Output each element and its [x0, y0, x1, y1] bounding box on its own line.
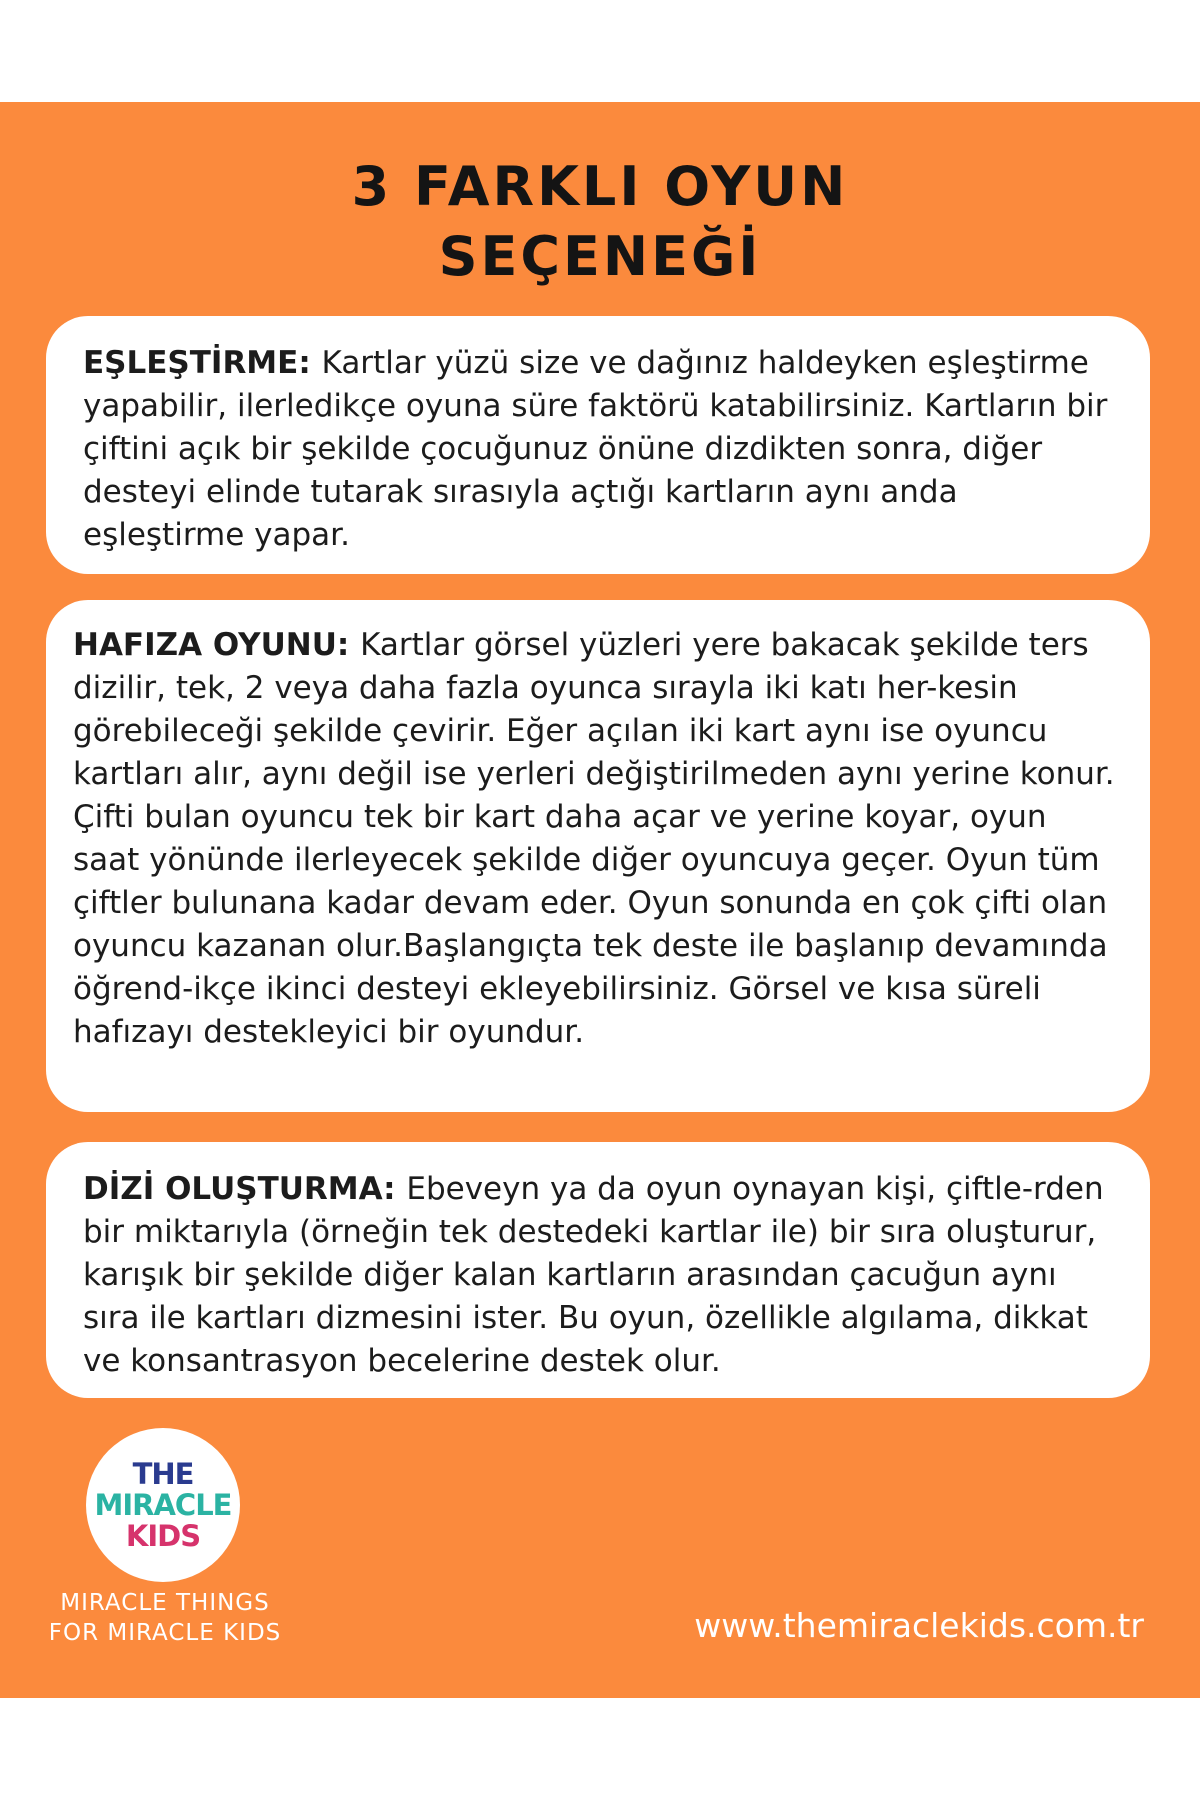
logo-text-kids: KIDS [125, 1518, 201, 1553]
section-card-memory-game [46, 600, 1150, 1112]
logo-text-the: THE [132, 1456, 194, 1491]
website-link[interactable]: www.themiraclekids.com.tr [694, 1606, 1144, 1645]
section-text: Kartlar yüzü size ve dağınız haldeyken eşleştirme yapabilir, ilerledikçe oyuna süre faktörü katabilirsiniz. Kartların bir çiftini açık bir şekilde çocuğunuz önüne dizdikten sonra, diğer desteyi elinde tutarak sırasıyla açtığı kartların aynı anda eşleştirme yapar. [83, 345, 1108, 553]
section-heading: HAFIZA OYUNU: [73, 627, 361, 663]
tagline-line-2: FOR MIRACLE KIDS [48, 1620, 282, 1646]
tagline-line-1: MIRACLE THINGS [60, 1590, 270, 1616]
title-line-2: SEÇENEĞİ [438, 225, 762, 288]
section-text: Kartlar görsel yüzleri yere bakacak şekilde ters dizilir, tek, 2 veya daha fazla oyunca sırayla iki katı her-kesin görebileceği şekilde çevirir. Eğer açılan iki kart aynı ise oyuncu kartları alır, aynı değil ise yerleri değiştirilmeden aynı yerine konur. Çifti bulan oyuncu tek bir kart daha açar ve yerine koyar, oyun saat yönünde ilerleyecek şekilde diğer oyuncuya geçer. Oyun tüm çiftler bulunana kadar devam eder. Oyun sonunda en çok çifti olan oyuncu kazanan olur.Başlangıçta tek deste ile başlanıp devamında öğrend-ikçe ikinci desteyi ekleyebilirsiniz. Görsel ve kısa süreli hafızayı destekleyici bir oyundur. [73, 627, 1115, 1050]
title-line-1: 3 FARKLI OYUN [351, 155, 849, 218]
brand-tagline [30, 1588, 300, 1648]
section-heading: EŞLEŞTİRME: [83, 345, 322, 381]
section-card-matching [46, 316, 1150, 574]
section-heading: DİZİ OLUŞTURMA: [83, 1171, 407, 1207]
logo-text-miracle: MIRACLE [94, 1487, 232, 1522]
section-card-sequence [46, 1142, 1150, 1398]
section-text: Ebeveyn ya da oyun oynayan kişi, çiftle-rden bir miktarıyla (örneğin tek destedeki kartlar ile) bir sıra oluşturur, karışık bir şekilde diğer kalan kartların arasından çacuğun aynı sıra ile kartları dizmesini ister. Bu oyun, özellikle algılama, dikkat ve konsantrasyon becelerine destek olur. [83, 1171, 1104, 1379]
brand-logo [86, 1428, 240, 1582]
page-title [0, 152, 1200, 292]
orange-panel [0, 102, 1200, 1698]
